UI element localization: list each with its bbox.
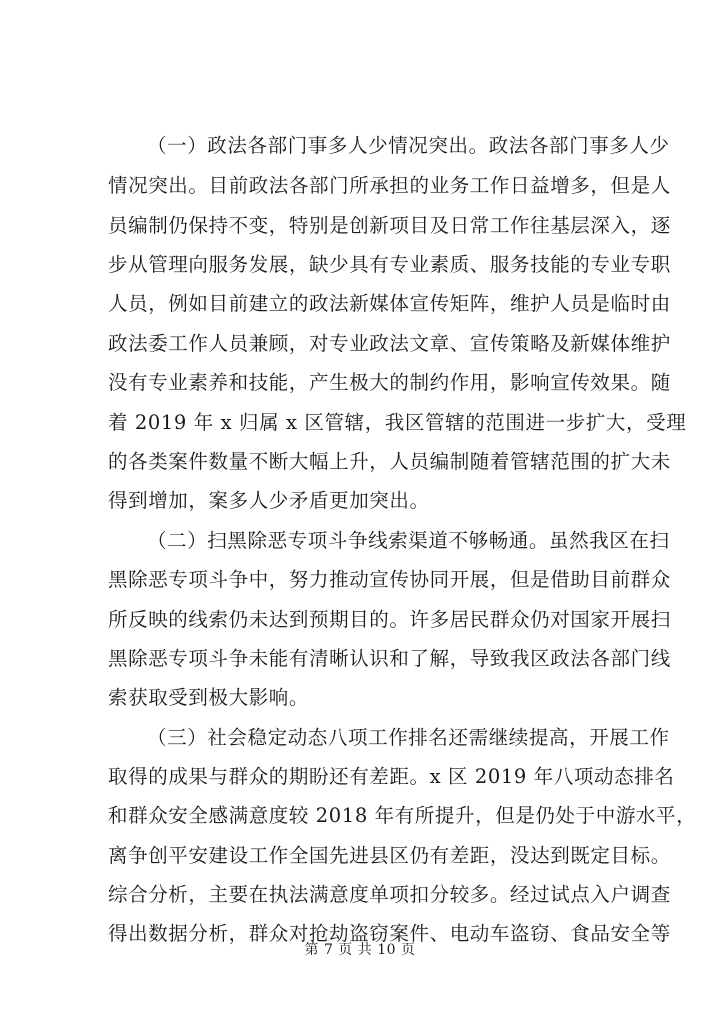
paragraph-3-line-3: 和群众安全感满意度较 2018 年有所提升，但是仍处于中游水平， (108, 804, 697, 827)
paragraph-3-line-2: 取得的成果与群众的期盼还有差距。x 区 2019 年八项动态排名 (108, 765, 675, 788)
paragraph-1-line-1: （一）政法各部门事多人少情况突出。政法各部门事多人少 (147, 134, 670, 157)
paragraph-2-line-3: 所反映的线索仍未达到预期目的。许多居民群众仍对国家开展扫 (108, 608, 671, 631)
paragraph-1-line-10: 得到增加，案多人少矛盾更加突出。 (108, 489, 430, 512)
paragraph-1-line-9: 的各类案件数量不断大幅上升，人员编制随着管辖范围的扩大未 (108, 450, 671, 473)
paragraph-2-line-5: 索获取受到极大影响。 (108, 686, 310, 709)
paragraph-1-line-2: 情况突出。目前政法各部门所承担的业务工作日益增多，但是人 (108, 174, 671, 197)
paragraph-2-line-2: 黑除恶专项斗争中，努力推动宣传协同开展，但是借助目前群众 (108, 568, 671, 591)
paragraph-3-line-1: （三）社会稳定动态八项工作排名还需继续提高，开展工作 (147, 726, 670, 749)
paragraph-2-line-1: （二）扫黑除恶专项斗争线索渠道不够畅通。虽然我区在扫 (147, 529, 670, 552)
paragraph-1-line-4: 步从管理向服务发展，缺少具有专业素质、服务技能的专业专职 (108, 253, 671, 276)
paragraph-3-line-4: 离争创平安建设工作全国先进县区仍有差距，没达到既定目标。 (108, 844, 671, 867)
paragraph-1-line-3: 员编制仍保持不变，特别是创新项目及日常工作往基层深入，逐 (108, 214, 671, 237)
paragraph-3-line-6: 得出数据分析，群众对抢劫盗窃案件、电动车盗窃、食品安全等 (108, 922, 671, 945)
paragraph-1-line-6: 政法委工作人员兼顾，对专业政法文章、宣传策略及新媒体维护 (108, 332, 671, 355)
paragraph-1-line-5: 人员，例如目前建立的政法新媒体宣传矩阵，维护人员是临时由 (108, 292, 671, 315)
paragraph-1-line-7: 没有专业素养和技能，产生极大的制约作用，影响宣传效果。随 (108, 371, 671, 394)
paragraph-3-line-5: 综合分析，主要在执法满意度单项扣分较多。经过试点入户调查 (108, 883, 671, 906)
paragraph-2-line-4: 黑除恶专项斗争未能有清晰认识和了解，导致我区政法各部门线 (108, 647, 671, 670)
paragraph-1-line-8: 着 2019 年 x 归属 x 区管辖，我区管辖的范围进一步扩大，受理 (108, 411, 687, 434)
page-number-footer: 第 7 页 共 10 页 (304, 942, 416, 958)
